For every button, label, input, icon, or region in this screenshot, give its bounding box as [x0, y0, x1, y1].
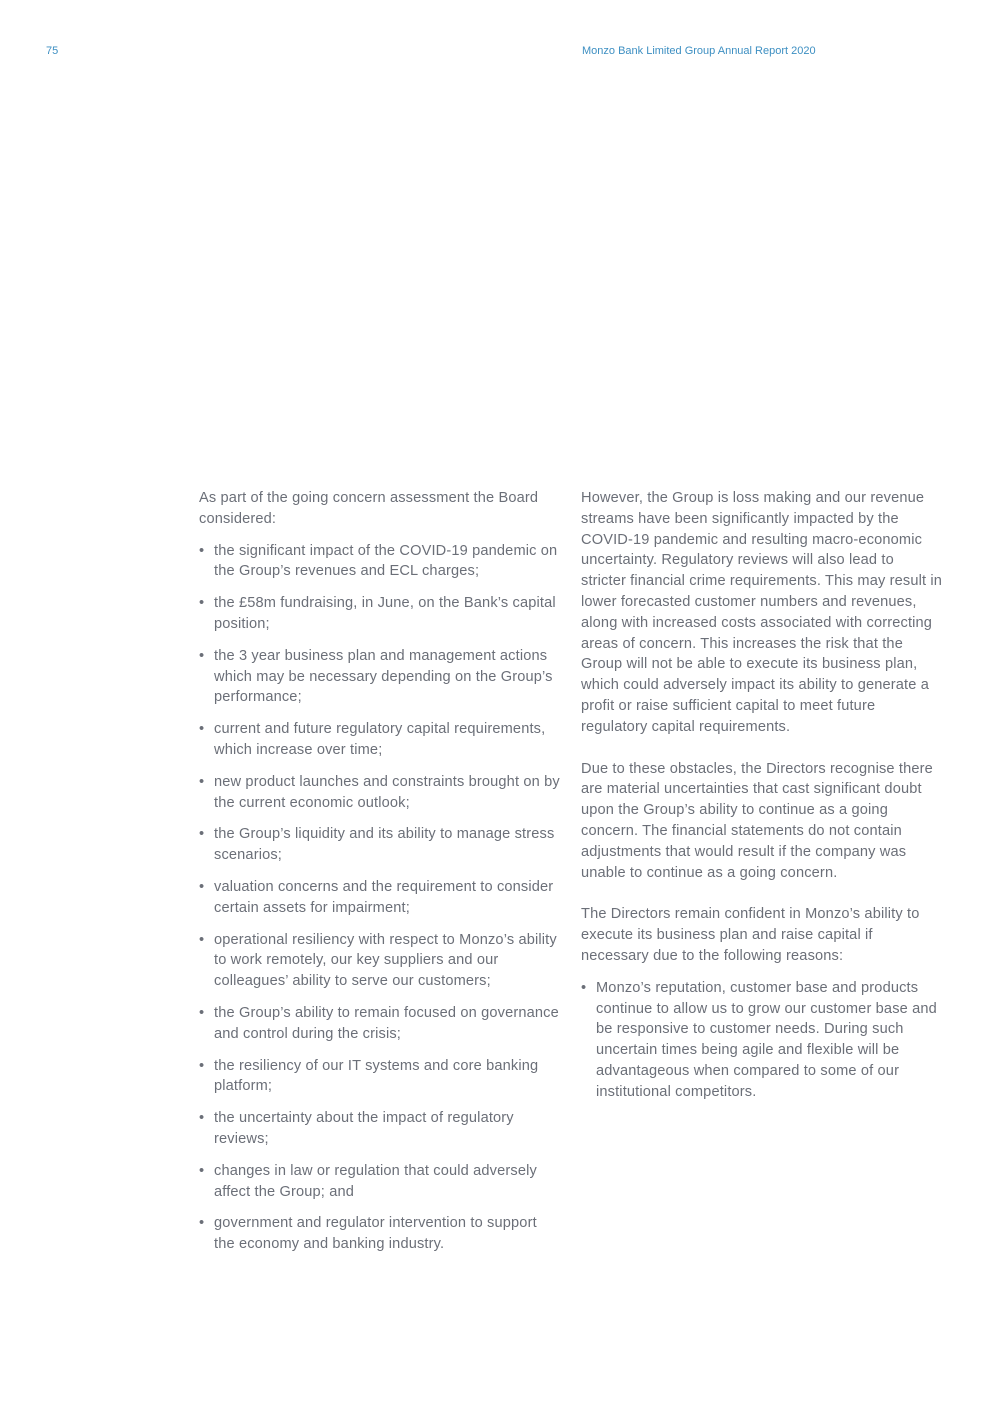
list-item [199, 877, 561, 919]
list-item [199, 1161, 561, 1203]
reasons-list [581, 978, 943, 1103]
list-item [199, 1056, 561, 1098]
bullet-icon: • [199, 1215, 205, 1232]
list-item [199, 1213, 561, 1255]
bullet-icon: • [199, 1057, 205, 1074]
list-item [199, 593, 561, 635]
list-item-text: the uncertainty about the impact of regulatory reviews; [214, 1110, 514, 1147]
list-item-text: new product launches and constraints brought on by the current economic outlook; [214, 773, 560, 811]
bullet-icon: • [199, 1004, 205, 1021]
bullet-icon: • [199, 773, 205, 790]
list-item-text: current and future regulatory capital requirements, which increase over time; [214, 721, 546, 758]
paragraph-loss-making: However, the Group is loss making and our revenue streams have been significantly impacted by the COVID-19 pandemic and resulting macro-economic uncertainty. Regulatory reviews will also lead to stricter financial crime requirements. This may result in lower forecasted customer numbers and revenues, along with increased costs associated with correcting areas of concern. This increases the risk that the Group will not be able to execute its business plan, which could adversely impact its ability to generate a profit or raise sufficient capital to meet future regulatory capital requirements. [581, 490, 943, 735]
list-item [199, 541, 561, 583]
bullet-icon: • [199, 1110, 205, 1127]
list-item-text: the resiliency of our IT systems and core banking platform; [214, 1057, 539, 1095]
list-item-text: the £58m fundraising, in June, on the Bank’s capital position; [214, 595, 556, 632]
page-number: 75 [46, 45, 59, 57]
list-item-text: the Group’s liquidity and its ability to manage stress scenarios; [214, 826, 555, 864]
paragraph-directors-confident: The Directors remain confident in Monzo’s ability to execute its business plan and raise capital if necessary due to the following reasons: [581, 906, 920, 964]
list-item-text: the Group’s ability to remain focused on governance and control during the crisis; [214, 1004, 559, 1042]
bullet-icon: • [199, 826, 205, 843]
paragraph-material-uncertainty: Due to these obstacles, the Directors recognise there are material uncertainties that cast significant doubt upon the Group’s ability to continue as a going concern. The financial statements do not contain adjustments that would result if the company was unable to continue as a going concern. [581, 760, 933, 881]
list-item [199, 719, 561, 761]
list-item [199, 1108, 561, 1150]
bullet-icon: • [199, 721, 205, 738]
left-column [199, 488, 561, 1266]
list-item [199, 930, 561, 992]
bullet-icon: • [581, 979, 587, 996]
list-item [199, 772, 561, 814]
list-item-text: valuation concerns and the requirement to consider certain assets for impairment; [214, 878, 554, 916]
list-item [199, 1003, 561, 1045]
bullet-icon: • [199, 595, 205, 612]
bullet-icon: • [199, 1162, 205, 1179]
intro-paragraph: As part of the going concern assessment the Board considered: [199, 490, 539, 527]
list-item-text: Monzo’s reputation, customer base and products continue to allow us to grow our customer base and be responsive to customer needs. During such uncertain times being agile and flexible will be advantageous when compared to some of our institutional competitors. [596, 979, 937, 1100]
report-title: Monzo Bank Limited Group Annual Report 2020 [582, 45, 816, 57]
bullet-icon: • [199, 878, 205, 895]
list-item-text: the significant impact of the COVID-19 pandemic on the Group’s revenues and ECL charges; [214, 542, 558, 580]
right-column [581, 488, 943, 1114]
bullet-icon: • [199, 647, 205, 664]
list-item-text: changes in law or regulation that could adversely affect the Group; and [214, 1162, 537, 1200]
list-item [199, 824, 561, 866]
list-item-text: the 3 year business plan and management actions which may be necessary depending on the Group’s performance; [214, 647, 553, 706]
bullet-icon: • [199, 542, 205, 559]
list-item-text: government and regulator intervention to support the economy and banking industry. [214, 1215, 537, 1253]
list-item [581, 978, 943, 1103]
considerations-list [199, 541, 561, 1255]
bullet-icon: • [199, 931, 205, 948]
list-item-text: operational resiliency with respect to Monzo’s ability to work remotely, our key suppliers and our colleagues’ ability to serve our customers; [214, 931, 557, 990]
list-item [199, 646, 561, 708]
